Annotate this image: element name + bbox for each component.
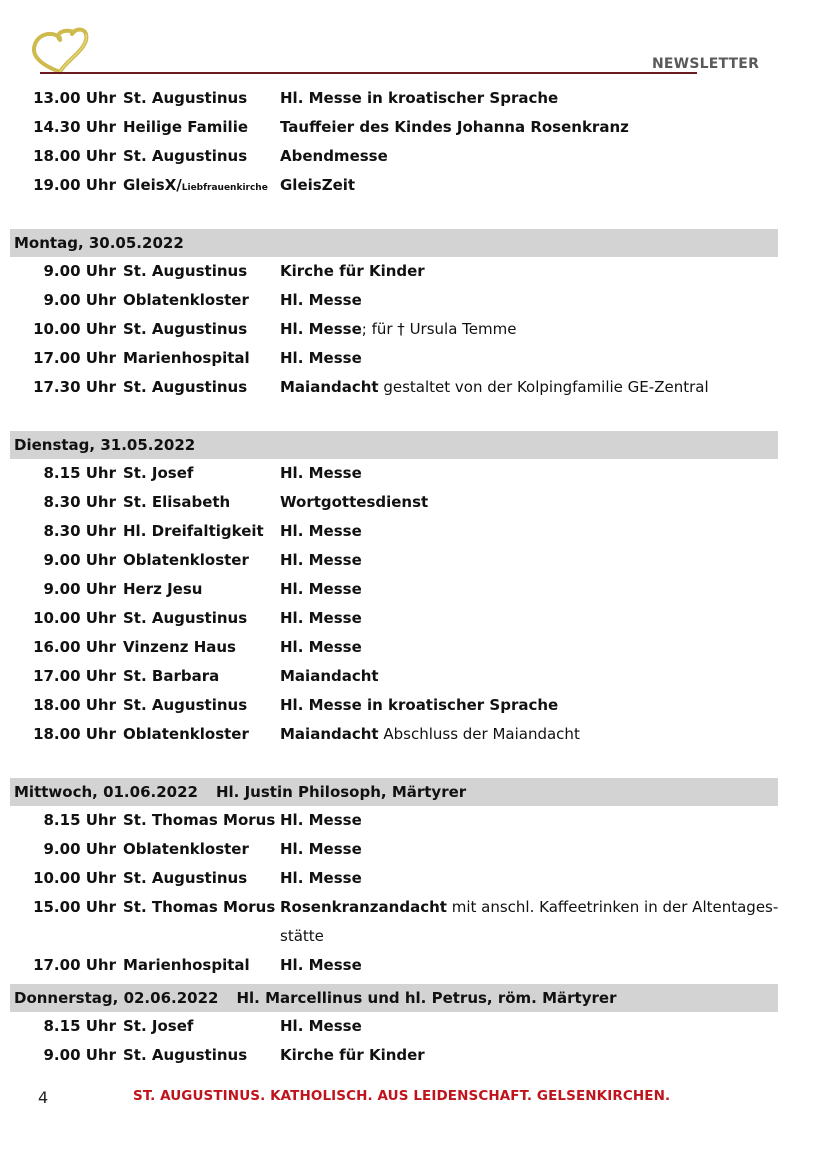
event-time: 8.30 Uhr: [43, 522, 116, 540]
event-title: Wortgottesdienst: [280, 493, 429, 511]
event-title: Abendmesse: [280, 147, 388, 165]
event-title: Hl. Messe: [280, 609, 362, 627]
event-title: Hl. Messe: [280, 291, 362, 309]
day-header: [10, 229, 778, 257]
schedule-row: [10, 373, 778, 402]
event-title: Hl. Messe in kroatischer Sprache: [280, 89, 559, 107]
schedule-row: [10, 315, 778, 344]
event-location: St. Thomas Morus: [123, 811, 276, 829]
newsletter-title: NEWSLETTER: [652, 56, 760, 72]
event-note: gestaltet von der Kolpingfamilie GE-Zentral: [378, 378, 709, 396]
day-header: [10, 431, 778, 459]
event-title: Hl. Messe: [280, 811, 362, 829]
event-note: stätte: [280, 927, 324, 945]
event-location: Oblatenkloster: [123, 840, 249, 858]
event-time: 18.00 Uhr: [33, 696, 116, 714]
day-feast: Hl. Marcellinus und hl. Petrus, röm. Märtyrer: [236, 989, 617, 1007]
schedule-row: [10, 691, 778, 720]
event-name: Maiandacht: [280, 725, 379, 743]
event-location: St. Josef: [123, 1017, 194, 1035]
event-title: [280, 893, 778, 922]
event-time: 16.00 Uhr: [33, 638, 116, 656]
event-title: GleisZeit: [280, 176, 356, 194]
event-time: 9.00 Uhr: [43, 551, 116, 569]
event-location: St. Augustinus: [123, 1046, 248, 1064]
event-name: Hl. Messe: [280, 320, 362, 338]
schedule-row: [10, 1012, 778, 1041]
event-title: [280, 315, 516, 344]
event-location: St. Barbara: [123, 667, 220, 685]
event-title: [280, 720, 580, 749]
event-note: ; für † Ursula Temme: [361, 320, 517, 338]
schedule-row: [10, 488, 778, 517]
event-time: 15.00 Uhr: [33, 898, 116, 916]
day-date: Mittwoch, 01.06.2022: [14, 783, 198, 801]
event-name: Maiandacht: [280, 378, 379, 396]
event-time: 19.00 Uhr: [33, 176, 116, 194]
event-location: St. Elisabeth: [123, 493, 231, 511]
event-title: Hl. Messe: [280, 638, 362, 656]
event-title: Hl. Messe: [280, 1017, 362, 1035]
event-location: Vinzenz Haus: [123, 638, 236, 656]
event-title: Maiandacht: [280, 667, 379, 685]
event-time: 17.00 Uhr: [33, 956, 116, 974]
day-header: [10, 984, 778, 1012]
spacer: [10, 200, 778, 229]
schedule-row: [10, 84, 778, 113]
schedule-row: [10, 806, 778, 835]
event-time: 10.00 Uhr: [33, 869, 116, 887]
schedule-row: [10, 835, 778, 864]
event-time: 14.30 Uhr: [33, 118, 116, 136]
day-header: [10, 778, 778, 806]
schedule-row: [10, 546, 778, 575]
event-time: 17.30 Uhr: [33, 378, 116, 396]
schedule-row: [10, 257, 778, 286]
event-title: Hl. Messe: [280, 522, 362, 540]
schedule-row: [10, 893, 778, 922]
schedule-row: [10, 459, 778, 488]
day-feast: Hl. Justin Philosoph, Märtyrer: [215, 783, 467, 801]
event-title: Hl. Messe: [280, 956, 362, 974]
event-location: St. Augustinus: [123, 262, 248, 280]
event-location: [123, 171, 268, 203]
event-location: Hl. Dreifaltigkeit: [123, 522, 264, 540]
event-time: 9.00 Uhr: [43, 840, 116, 858]
schedule-row: [10, 171, 778, 200]
event-title: Hl. Messe in kroatischer Sprache: [280, 696, 559, 714]
event-location: St. Augustinus: [123, 869, 248, 887]
event-time: 8.15 Uhr: [43, 1017, 116, 1035]
event-time: 18.00 Uhr: [33, 725, 116, 743]
event-location: St. Augustinus: [123, 89, 248, 107]
event-title: Kirche für Kinder: [280, 262, 425, 280]
schedule-row: [10, 286, 778, 315]
schedule-row: [10, 344, 778, 373]
footer-motto: ST. AUGUSTINUS. KATHOLISCH. AUS LEIDENSCHAFT. GELSENKIRCHEN.: [133, 1088, 671, 1104]
event-title: [280, 373, 709, 402]
event-title: Hl. Messe: [280, 840, 362, 858]
event-time: 13.00 Uhr: [33, 89, 116, 107]
event-location: Marienhospital: [123, 956, 250, 974]
event-title: Tauffeier des Kindes Johanna Rosenkranz: [280, 118, 629, 136]
event-time: 18.00 Uhr: [33, 147, 116, 165]
event-time: 10.00 Uhr: [33, 320, 116, 338]
schedule-row: [10, 1041, 778, 1070]
schedule-row: [10, 951, 778, 980]
schedule-row: [10, 517, 778, 546]
event-title: Kirche für Kinder: [280, 1046, 425, 1064]
event-time: 8.30 Uhr: [43, 493, 116, 511]
event-location: St. Augustinus: [123, 609, 248, 627]
event-location: Marienhospital: [123, 349, 250, 367]
page-number: 4: [38, 1088, 49, 1107]
day-date: Montag, 30.05.2022: [14, 234, 184, 252]
event-time: 9.00 Uhr: [43, 580, 116, 598]
event-time: 9.00 Uhr: [43, 262, 116, 280]
schedule-row: [10, 113, 778, 142]
location-main: GleisX/: [123, 176, 182, 194]
spacer: [10, 749, 778, 778]
event-location: Oblatenkloster: [123, 725, 249, 743]
event-note: mit anschl. Kaffeetrinken in der Altentages-: [446, 898, 779, 916]
event-title: Hl. Messe: [280, 551, 362, 569]
event-location: St. Augustinus: [123, 320, 248, 338]
schedule-row: [10, 662, 778, 691]
event-location: Heilige Familie: [123, 118, 249, 136]
event-location: Oblatenkloster: [123, 291, 249, 309]
heart-logo-icon: [30, 26, 94, 76]
event-location: Oblatenkloster: [123, 551, 249, 569]
schedule-row: [10, 142, 778, 171]
event-title: Hl. Messe: [280, 464, 362, 482]
header-divider: [40, 72, 697, 74]
event-time: 8.15 Uhr: [43, 811, 116, 829]
event-location: St. Augustinus: [123, 378, 248, 396]
schedule-row: [10, 633, 778, 662]
spacer: [10, 402, 778, 431]
schedule-row-continuation: [10, 922, 778, 951]
day-date: Donnerstag, 02.06.2022: [14, 989, 219, 1007]
event-location: St. Augustinus: [123, 696, 248, 714]
event-time: 17.00 Uhr: [33, 667, 116, 685]
event-name: Rosenkranzandacht: [280, 898, 447, 916]
event-time: 9.00 Uhr: [43, 291, 116, 309]
event-title: Hl. Messe: [280, 869, 362, 887]
event-note: Abschluss der Maiandacht: [378, 725, 580, 743]
event-time: 10.00 Uhr: [33, 609, 116, 627]
event-time: 9.00 Uhr: [43, 1046, 116, 1064]
event-time: 17.00 Uhr: [33, 349, 116, 367]
schedule-row: [10, 604, 778, 633]
event-title: Hl. Messe: [280, 580, 362, 598]
location-sub: Liebfrauenkirche: [181, 183, 268, 193]
event-location: St. Augustinus: [123, 147, 248, 165]
event-location: Herz Jesu: [123, 580, 203, 598]
schedule-row: [10, 864, 778, 893]
event-title: Hl. Messe: [280, 349, 362, 367]
day-date: Dienstag, 31.05.2022: [14, 436, 196, 454]
event-time: 8.15 Uhr: [43, 464, 116, 482]
event-location: St. Josef: [123, 464, 194, 482]
schedule-row: [10, 720, 778, 749]
event-location: St. Thomas Morus: [123, 898, 276, 916]
schedule: [10, 84, 778, 1070]
schedule-row: [10, 575, 778, 604]
